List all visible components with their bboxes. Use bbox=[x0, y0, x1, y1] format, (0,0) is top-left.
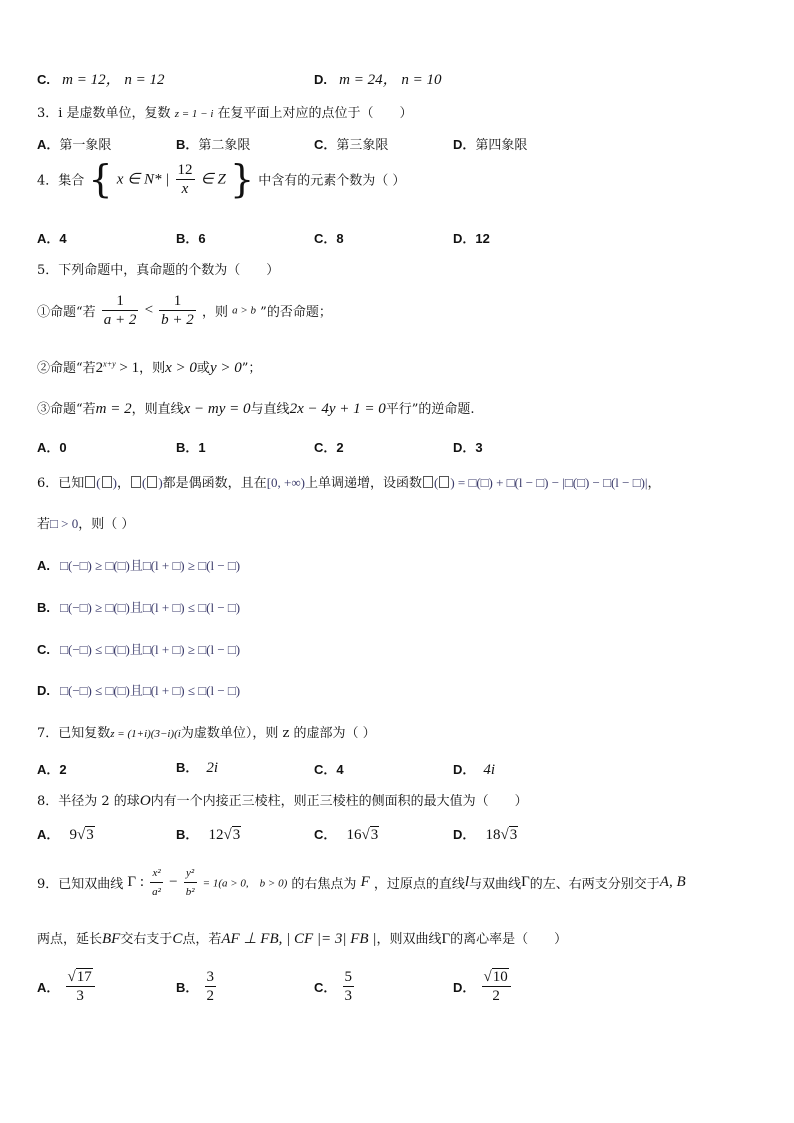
q3-option-b bbox=[176, 134, 250, 153]
q6-option-b-label: B. bbox=[37, 600, 50, 615]
q5-p1-math: a > b bbox=[232, 304, 257, 317]
q5-p3-math3: 2x − 4y + 1 = 0 bbox=[289, 401, 386, 417]
q9-line2-b: 交右支于 bbox=[120, 932, 173, 947]
q9-frac-y-den: b² bbox=[185, 886, 195, 898]
q9-stem-e: 的左、右两支分别交于 bbox=[529, 877, 660, 892]
q6-func-f: ( ) bbox=[84, 475, 117, 490]
q9-gamma3: Γ bbox=[441, 931, 451, 947]
q8-option-c-radicand: 3 bbox=[370, 827, 379, 843]
q4-right-brace: } bbox=[229, 157, 255, 201]
q9-option-b bbox=[176, 968, 218, 1005]
q4-option-a bbox=[37, 228, 67, 247]
q9-option-b-num: 3 bbox=[206, 969, 215, 985]
q7-option-c-text: 4 bbox=[336, 762, 344, 777]
q4-option-b bbox=[176, 228, 206, 247]
q5-p2-math2: > 1 bbox=[115, 360, 140, 376]
q9-line2-c: 点，若 bbox=[182, 932, 222, 947]
q7-option-b-label: B． bbox=[176, 760, 199, 775]
q9-frac-x bbox=[150, 864, 163, 901]
q6-stem-c: 都是偶函数，且在 bbox=[162, 476, 267, 491]
q8-option-b-radicand: 3 bbox=[232, 827, 241, 843]
q3-stem bbox=[37, 102, 413, 121]
q5-p2-d: ”； bbox=[241, 361, 262, 376]
q9-stem-line1 bbox=[37, 864, 686, 901]
q5-p1-frac1-den: a + 2 bbox=[103, 312, 137, 328]
q7-option-c-label: C． bbox=[314, 762, 337, 777]
q4-option-d-label: D． bbox=[453, 231, 476, 246]
q8-option-d: D． 18√3 bbox=[453, 827, 518, 843]
q9-option-b-label: B． bbox=[176, 980, 199, 995]
q2-options-row bbox=[37, 68, 164, 89]
q3-option-b-label: B． bbox=[176, 137, 199, 152]
q9-gamma2: Γ bbox=[521, 874, 530, 890]
q5-option-b-text: 1 bbox=[198, 440, 206, 455]
q6-stem-a: 6．已知 bbox=[37, 476, 85, 491]
q7-option-b bbox=[176, 757, 218, 777]
q5-option-b bbox=[176, 437, 206, 456]
q8-option-b-label: B． bbox=[176, 827, 199, 842]
q8-stem-math: O bbox=[139, 793, 151, 809]
q5-p1-frac1 bbox=[102, 292, 139, 329]
q4-option-d bbox=[453, 228, 490, 247]
q9-C: C bbox=[172, 931, 183, 947]
q5-p2-math3: x > 0 bbox=[165, 360, 197, 376]
q2-option-d-label: D. bbox=[314, 72, 327, 87]
q4-option-c-text: 8 bbox=[336, 231, 344, 246]
q5-p1-frac2-num: 1 bbox=[159, 292, 196, 311]
q4-frac-den: x bbox=[181, 180, 189, 197]
q9-option-c-label: C． bbox=[314, 980, 337, 995]
q6-option-c-text: □(−□) ≤ □(□)且□(l + □) ≥ □(l − □) bbox=[60, 642, 241, 657]
q3-option-d bbox=[453, 134, 527, 153]
q9-option-c bbox=[314, 968, 356, 1005]
q8-option-b: B． 12√3 bbox=[176, 827, 241, 843]
q5-option-a-text: 0 bbox=[59, 440, 67, 455]
q6-option-b bbox=[37, 597, 240, 616]
q9-condition: AF ⊥ FB, | CF |= 3| FB | bbox=[221, 931, 377, 947]
q8-option-d-coef: 18 bbox=[485, 827, 501, 843]
q2-option-c-label: C. bbox=[37, 72, 50, 87]
q5-p3-d: 平行”的逆命题. bbox=[385, 402, 475, 417]
q6-func-def: ( ) bbox=[422, 475, 458, 490]
q5-proposition-2 bbox=[37, 357, 261, 377]
q5-option-c bbox=[314, 437, 344, 456]
q7-stem-c: ，则 z 的虚部为（ ） bbox=[252, 726, 376, 741]
q9-BF: BF bbox=[102, 931, 121, 947]
q8-stem-b: 内有一个内接正三棱柱，则正三棱柱的侧面积的最大值为（ ） bbox=[150, 794, 528, 809]
q9-option-a-frac: $\frac{√17}{3}$ bbox=[66, 968, 95, 1005]
q9-stem-b: 的右焦点为 bbox=[291, 877, 357, 892]
q6-cond-math: □ > 0 bbox=[50, 516, 79, 531]
q6-stem-e: ， bbox=[647, 476, 661, 491]
q9-option-a-num: 17 bbox=[76, 969, 92, 985]
q5-p3-math1: m = 2 bbox=[95, 401, 132, 417]
q6-interval: [0, +∞) bbox=[266, 475, 305, 490]
q9-option-a-den: 3 bbox=[76, 988, 84, 1004]
q9-minus: − bbox=[169, 874, 178, 890]
q3-stem-math: z = 1 − i bbox=[174, 108, 214, 120]
q9-option-c-num: 5 bbox=[344, 969, 353, 985]
q2-option-d bbox=[314, 68, 441, 89]
q8-option-d-label: D． bbox=[453, 827, 476, 842]
q9-option-d-label: D． bbox=[453, 980, 476, 995]
q9-eq: = 1(a > 0, b > 0) bbox=[202, 877, 288, 890]
q7-option-d bbox=[453, 759, 495, 779]
q2-option-c-text: m = 12， n = 12 bbox=[62, 72, 165, 88]
q4-left-brace: { bbox=[88, 157, 113, 201]
q7-stem-a: 7．已知复数 bbox=[37, 726, 111, 741]
q7-option-a-text: 2 bbox=[59, 762, 67, 777]
q5-p3-c: 与直线 bbox=[250, 402, 290, 417]
q6-option-d bbox=[37, 680, 240, 699]
q5-option-d-label: D． bbox=[453, 440, 476, 455]
q7-stem bbox=[37, 722, 376, 741]
q6-stem-d: 上单调递增，设函数 bbox=[304, 476, 422, 491]
q6-stem-b: ， bbox=[116, 476, 130, 491]
q9-line2-e: 的离心率是（ ） bbox=[450, 932, 568, 947]
q4-stem-b: 中含有的元素个数为（ ） bbox=[258, 173, 406, 189]
q4-option-b-text: 6 bbox=[198, 231, 206, 246]
q3-option-a-text: 第一象限 bbox=[59, 138, 112, 153]
q9-stem-c: ，过原点的直线 bbox=[373, 877, 465, 892]
q7-stem-b: 为虚数单位） bbox=[180, 726, 253, 741]
q5-p2-b: ，则 bbox=[139, 361, 166, 376]
q3-stem-a: 3．i 是虚数单位，复数 bbox=[37, 106, 171, 121]
q8-option-d-radicand: 3 bbox=[509, 827, 518, 843]
q8-option-c-label: C． bbox=[314, 827, 337, 842]
q5-p2-math4: y > 0 bbox=[209, 360, 242, 376]
q3-option-c bbox=[314, 134, 388, 153]
q6-func-def-body: = □(□) + □(l − □) − |□(□) − □(l − □)| bbox=[457, 475, 648, 490]
q9-option-d-frac: $\frac{√10}{2}$ bbox=[482, 968, 511, 1005]
q9-frac-y-num: y² bbox=[184, 864, 197, 883]
q8-option-a: A． 9√3 bbox=[37, 827, 94, 843]
q8-stem-a: 8．半径为 2 的球 bbox=[37, 794, 140, 809]
q5-p3-a: ③命题“若 bbox=[37, 402, 96, 417]
q4-frac-num: 12 bbox=[177, 161, 193, 178]
q9-gamma: Γ : bbox=[127, 874, 145, 890]
q9-AB: A, B bbox=[659, 874, 686, 890]
q6-option-d-label: D. bbox=[37, 683, 50, 698]
q5-p1-frac1-num: 1 bbox=[102, 292, 139, 311]
q5-p1-lt: < bbox=[144, 302, 154, 318]
q4-option-a-label: A． bbox=[37, 231, 60, 246]
q2-option-d-text: m = 24， n = 10 bbox=[339, 72, 442, 88]
q9-option-d-den: 2 bbox=[492, 988, 500, 1004]
q9-stem-line2 bbox=[37, 928, 567, 948]
q5-proposition-3 bbox=[37, 398, 475, 418]
q6-func-g: ( ) bbox=[130, 475, 163, 490]
q5-p2-base: 2 bbox=[95, 360, 104, 376]
q9-option-b-frac bbox=[205, 968, 217, 1005]
q3-option-c-text: 第三象限 bbox=[336, 138, 389, 153]
q8-option-a-label: A． bbox=[37, 827, 60, 842]
q6-option-b-text: □(−□) ≥ □(□)且□(l + □) ≤ □(l − □) bbox=[60, 600, 241, 615]
q4-set-left: x ∈ N* | bbox=[116, 171, 170, 188]
q3-option-d-label: D． bbox=[453, 137, 476, 152]
q3-option-c-label: C． bbox=[314, 137, 337, 152]
q5-p3-b: ，则直线 bbox=[131, 402, 184, 417]
q5-p1-frac2 bbox=[159, 292, 196, 329]
q6-option-a bbox=[37, 555, 240, 574]
q8-option-c: C． 16√3 bbox=[314, 827, 379, 843]
q9-l: l bbox=[464, 874, 470, 890]
q5-option-d bbox=[453, 437, 483, 456]
q9-option-d-num: 10 bbox=[492, 969, 508, 985]
q3-option-a-label: A． bbox=[37, 137, 60, 152]
q8-option-b-coef: 12 bbox=[208, 827, 224, 843]
q7-option-b-text: 2i bbox=[206, 760, 219, 776]
q3-option-a bbox=[37, 134, 111, 153]
q7-option-d-text: 4i bbox=[483, 762, 496, 778]
q5-p2-a: ②命题“若 bbox=[37, 361, 96, 376]
q5-option-a bbox=[37, 437, 67, 456]
q7-option-c bbox=[314, 759, 344, 778]
q5-stem: 5．下列命题中，真命题的个数为（ ） bbox=[37, 263, 280, 278]
q4-set-right: ∈ Z bbox=[200, 171, 226, 188]
q9-frac-x-den: a² bbox=[152, 886, 161, 898]
q5-p1-frac2-den: b + 2 bbox=[161, 312, 194, 328]
q5-option-a-label: A． bbox=[37, 440, 60, 455]
q4-option-c-label: C． bbox=[314, 231, 337, 246]
q9-option-d bbox=[453, 968, 513, 1005]
q6-option-c-label: C. bbox=[37, 642, 50, 657]
q8-option-a-radicand: 3 bbox=[86, 827, 94, 843]
q4-option-a-text: 4 bbox=[59, 231, 67, 246]
q9-stem-a: 9．已知双曲线 bbox=[37, 877, 124, 892]
q4-option-c bbox=[314, 228, 344, 247]
q9-line2-d: ，则双曲线 bbox=[376, 932, 442, 947]
q6-cond-a: 若 bbox=[37, 517, 51, 532]
q9-stem-d: 与双曲线 bbox=[469, 877, 522, 892]
q7-stem-math: z = (1+i)(3−i)(i bbox=[110, 728, 181, 740]
q6-option-c bbox=[37, 639, 240, 658]
q5-p2-c: 或 bbox=[196, 361, 210, 376]
q5-option-c-label: C． bbox=[314, 440, 337, 455]
q6-stem bbox=[37, 472, 661, 491]
q8-option-c-coef: 16 bbox=[346, 827, 362, 843]
q9-frac-y bbox=[184, 864, 197, 901]
q6-cond-b: ，则（ ） bbox=[78, 517, 135, 532]
q9-frac-x-num: x² bbox=[150, 864, 163, 883]
q6-condition bbox=[37, 513, 134, 532]
q4-option-b-label: B． bbox=[176, 231, 199, 246]
q3-stem-b: 在复平面上对应的点位于（ ） bbox=[217, 106, 413, 121]
q9-option-c-frac bbox=[343, 968, 355, 1005]
q6-option-a-label: A. bbox=[37, 558, 50, 573]
q7-option-a-label: A． bbox=[37, 762, 60, 777]
q5-option-c-text: 2 bbox=[336, 440, 344, 455]
q3-option-d-text: 第四象限 bbox=[475, 138, 528, 153]
q4-stem bbox=[37, 157, 406, 201]
q3-option-b-text: 第二象限 bbox=[198, 138, 251, 153]
q5-p2-exponent: x+y bbox=[103, 359, 116, 369]
q9-option-c-den: 3 bbox=[344, 988, 353, 1004]
q9-option-b-den: 2 bbox=[206, 988, 215, 1004]
q9-option-a bbox=[37, 968, 97, 1005]
q5-option-b-label: B． bbox=[176, 440, 199, 455]
q5-option-d-text: 3 bbox=[475, 440, 483, 455]
q7-option-a bbox=[37, 759, 67, 778]
q5-proposition-1 bbox=[37, 292, 332, 329]
q8-stem bbox=[37, 790, 528, 810]
q8-option-a-coef: 9 bbox=[69, 827, 78, 843]
q5-p1-a: ①命题“若 bbox=[37, 305, 96, 320]
q5-p1-c: ”的否命题； bbox=[260, 305, 332, 320]
q4-option-d-text: 12 bbox=[475, 231, 490, 246]
q4-stem-a: 4．集合 bbox=[37, 173, 85, 189]
q7-option-d-label: D． bbox=[453, 762, 476, 777]
q9-line2-a: 两点，延长 bbox=[37, 932, 103, 947]
q4-fraction bbox=[176, 161, 195, 198]
q9-F: F bbox=[360, 874, 370, 890]
q9-option-a-label: A． bbox=[37, 980, 60, 995]
q6-option-d-text: □(−□) ≤ □(□)且□(l + □) ≤ □(l − □) bbox=[60, 683, 241, 698]
q5-p3-math2: x − my = 0 bbox=[183, 401, 251, 417]
q6-option-a-text: □(−□) ≥ □(□)且□(l + □) ≥ □(l − □) bbox=[60, 558, 241, 573]
q5-p1-b: ，则 bbox=[201, 305, 228, 320]
